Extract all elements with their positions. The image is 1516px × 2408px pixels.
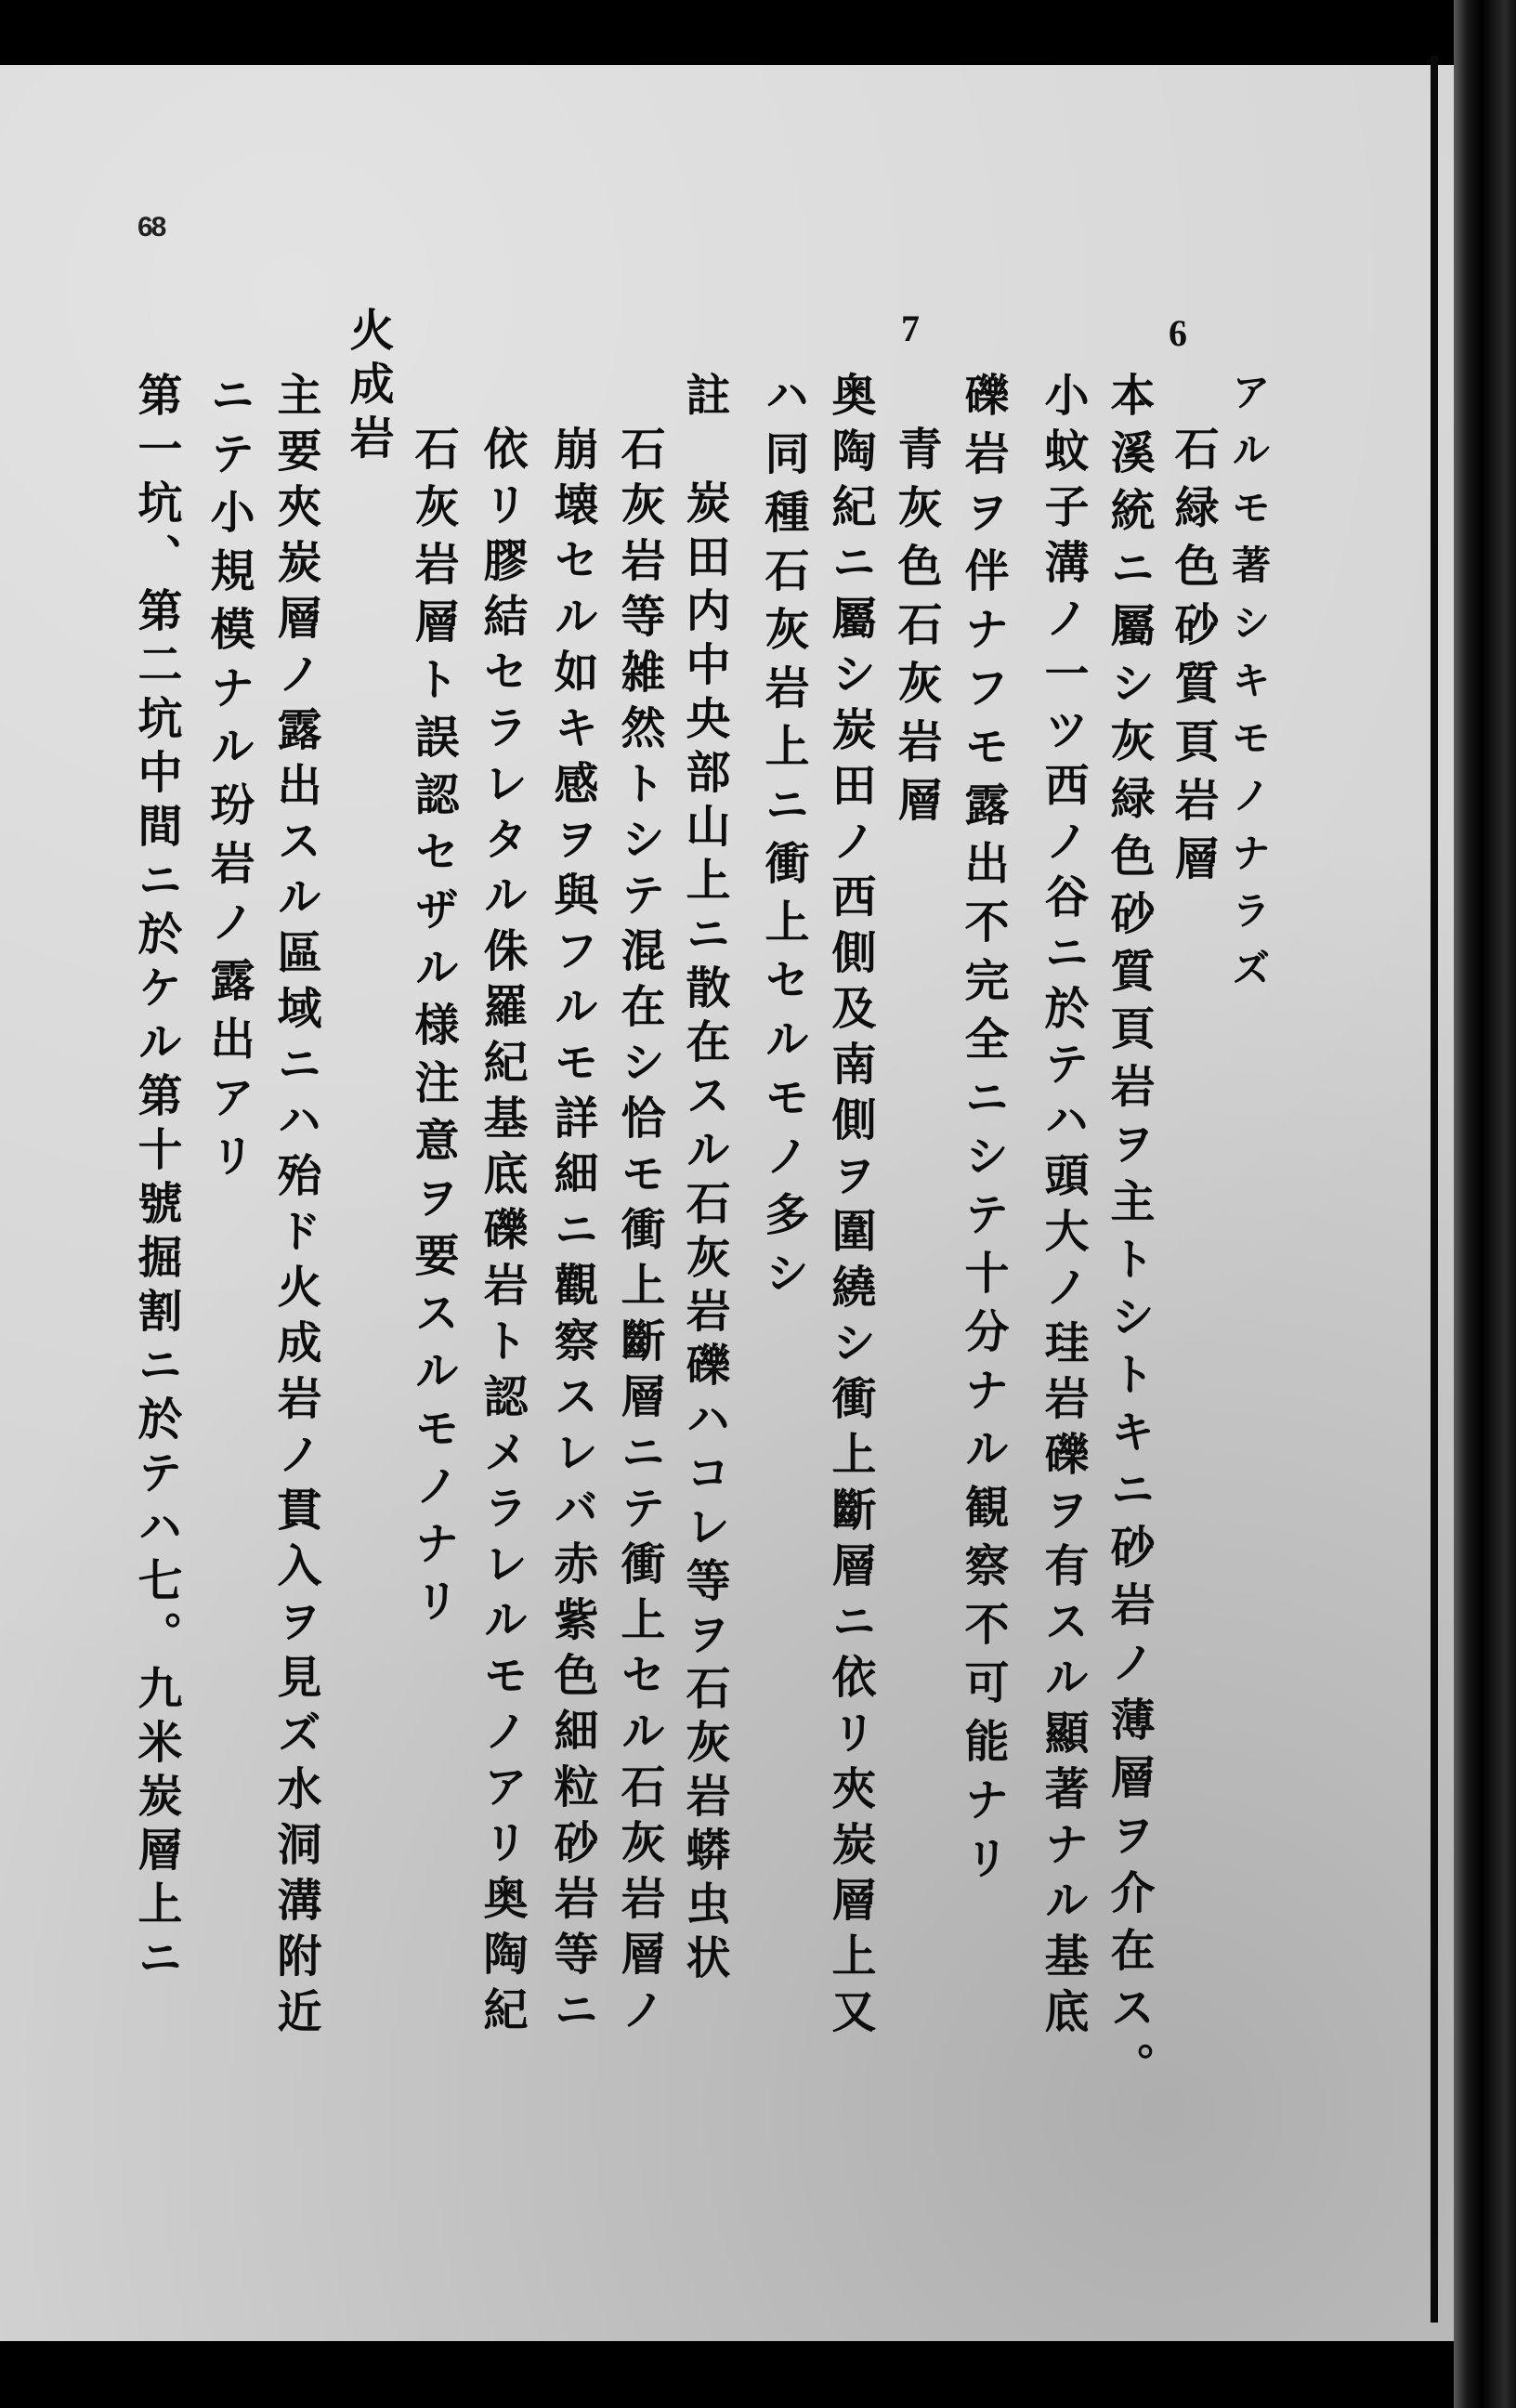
text-column-9: 註 炭田内中央部山上ニ散在スル石灰岩礫ハコレ等ヲ石灰岩蟒虫状: [678, 372, 730, 1988]
text-column-6: 青灰色石灰岩層: [890, 425, 942, 835]
text-column-12: 依リ膠結セラレタル侏羅紀基底礫岩ト認メラレルモノアリ奥陶紀: [476, 425, 528, 2042]
text-column-10: 石灰岩等雑然トシテ混在シ恰モ衝上斷層ニテ衝上セル石灰岩層ノ: [613, 425, 665, 2042]
text-column-8: ハ同種石灰岩上ニ衝上セルモノ多シ: [757, 372, 809, 1308]
text-column-13: 石灰岩層ト誤認セザル様注意ヲ要スルモノナリ: [407, 425, 459, 1635]
text-column-5: 礫岩ヲ伴ナフモ露出不完全ニシテ十分ナル観察不可能ナリ: [957, 372, 1009, 1893]
item-number-6: 6: [1169, 312, 1187, 354]
binding-rule: [1431, 56, 1438, 2323]
text-column-3: 本溪統ニ屬シ灰緑色砂質頁岩ヲ主トシトキニ砂岩ノ薄層ヲ介在ス。: [1103, 372, 1155, 2100]
page-number: 68: [137, 212, 165, 242]
section-heading-igneous: 火成岩: [342, 307, 394, 468]
text-column-7: 奥陶紀ニ屬シ炭田ノ西側及南側ヲ圍繞シ衝上斷層ニ依リ夾炭層上又: [824, 372, 876, 2044]
text-column-15: 主要夾炭層ノ露出スル區域ニハ殆ド火成岩ノ貫入ヲ見ズ水洞溝附近: [269, 372, 321, 2044]
text-column-16: ニテ小規模ナル玢岩ノ露出アリ: [203, 372, 255, 1191]
item-number-7: 7: [901, 308, 920, 349]
page-edge: [1454, 0, 1516, 2408]
text-column-11: 崩壊セル如キ感ヲ與フルモ詳細ニ觀察スレバ赤紫色細粒砂岩等ニ: [546, 425, 598, 2042]
text-column-1: アルモ著シキモノナラズ: [1226, 372, 1272, 1005]
text-column-2: 石緑色砂質頁岩層: [1167, 425, 1219, 894]
text-column-4: 小蚊子溝ノ一ツ西ノ谷ニ於テハ頭大ノ珪岩礫ヲ有スル顯著ナル基底: [1037, 372, 1089, 2044]
text-column-17: 第一坑、第二坑中間ニ於ケル第十號掘割ニ於テハ七。九米炭層上ニ: [130, 372, 182, 1988]
